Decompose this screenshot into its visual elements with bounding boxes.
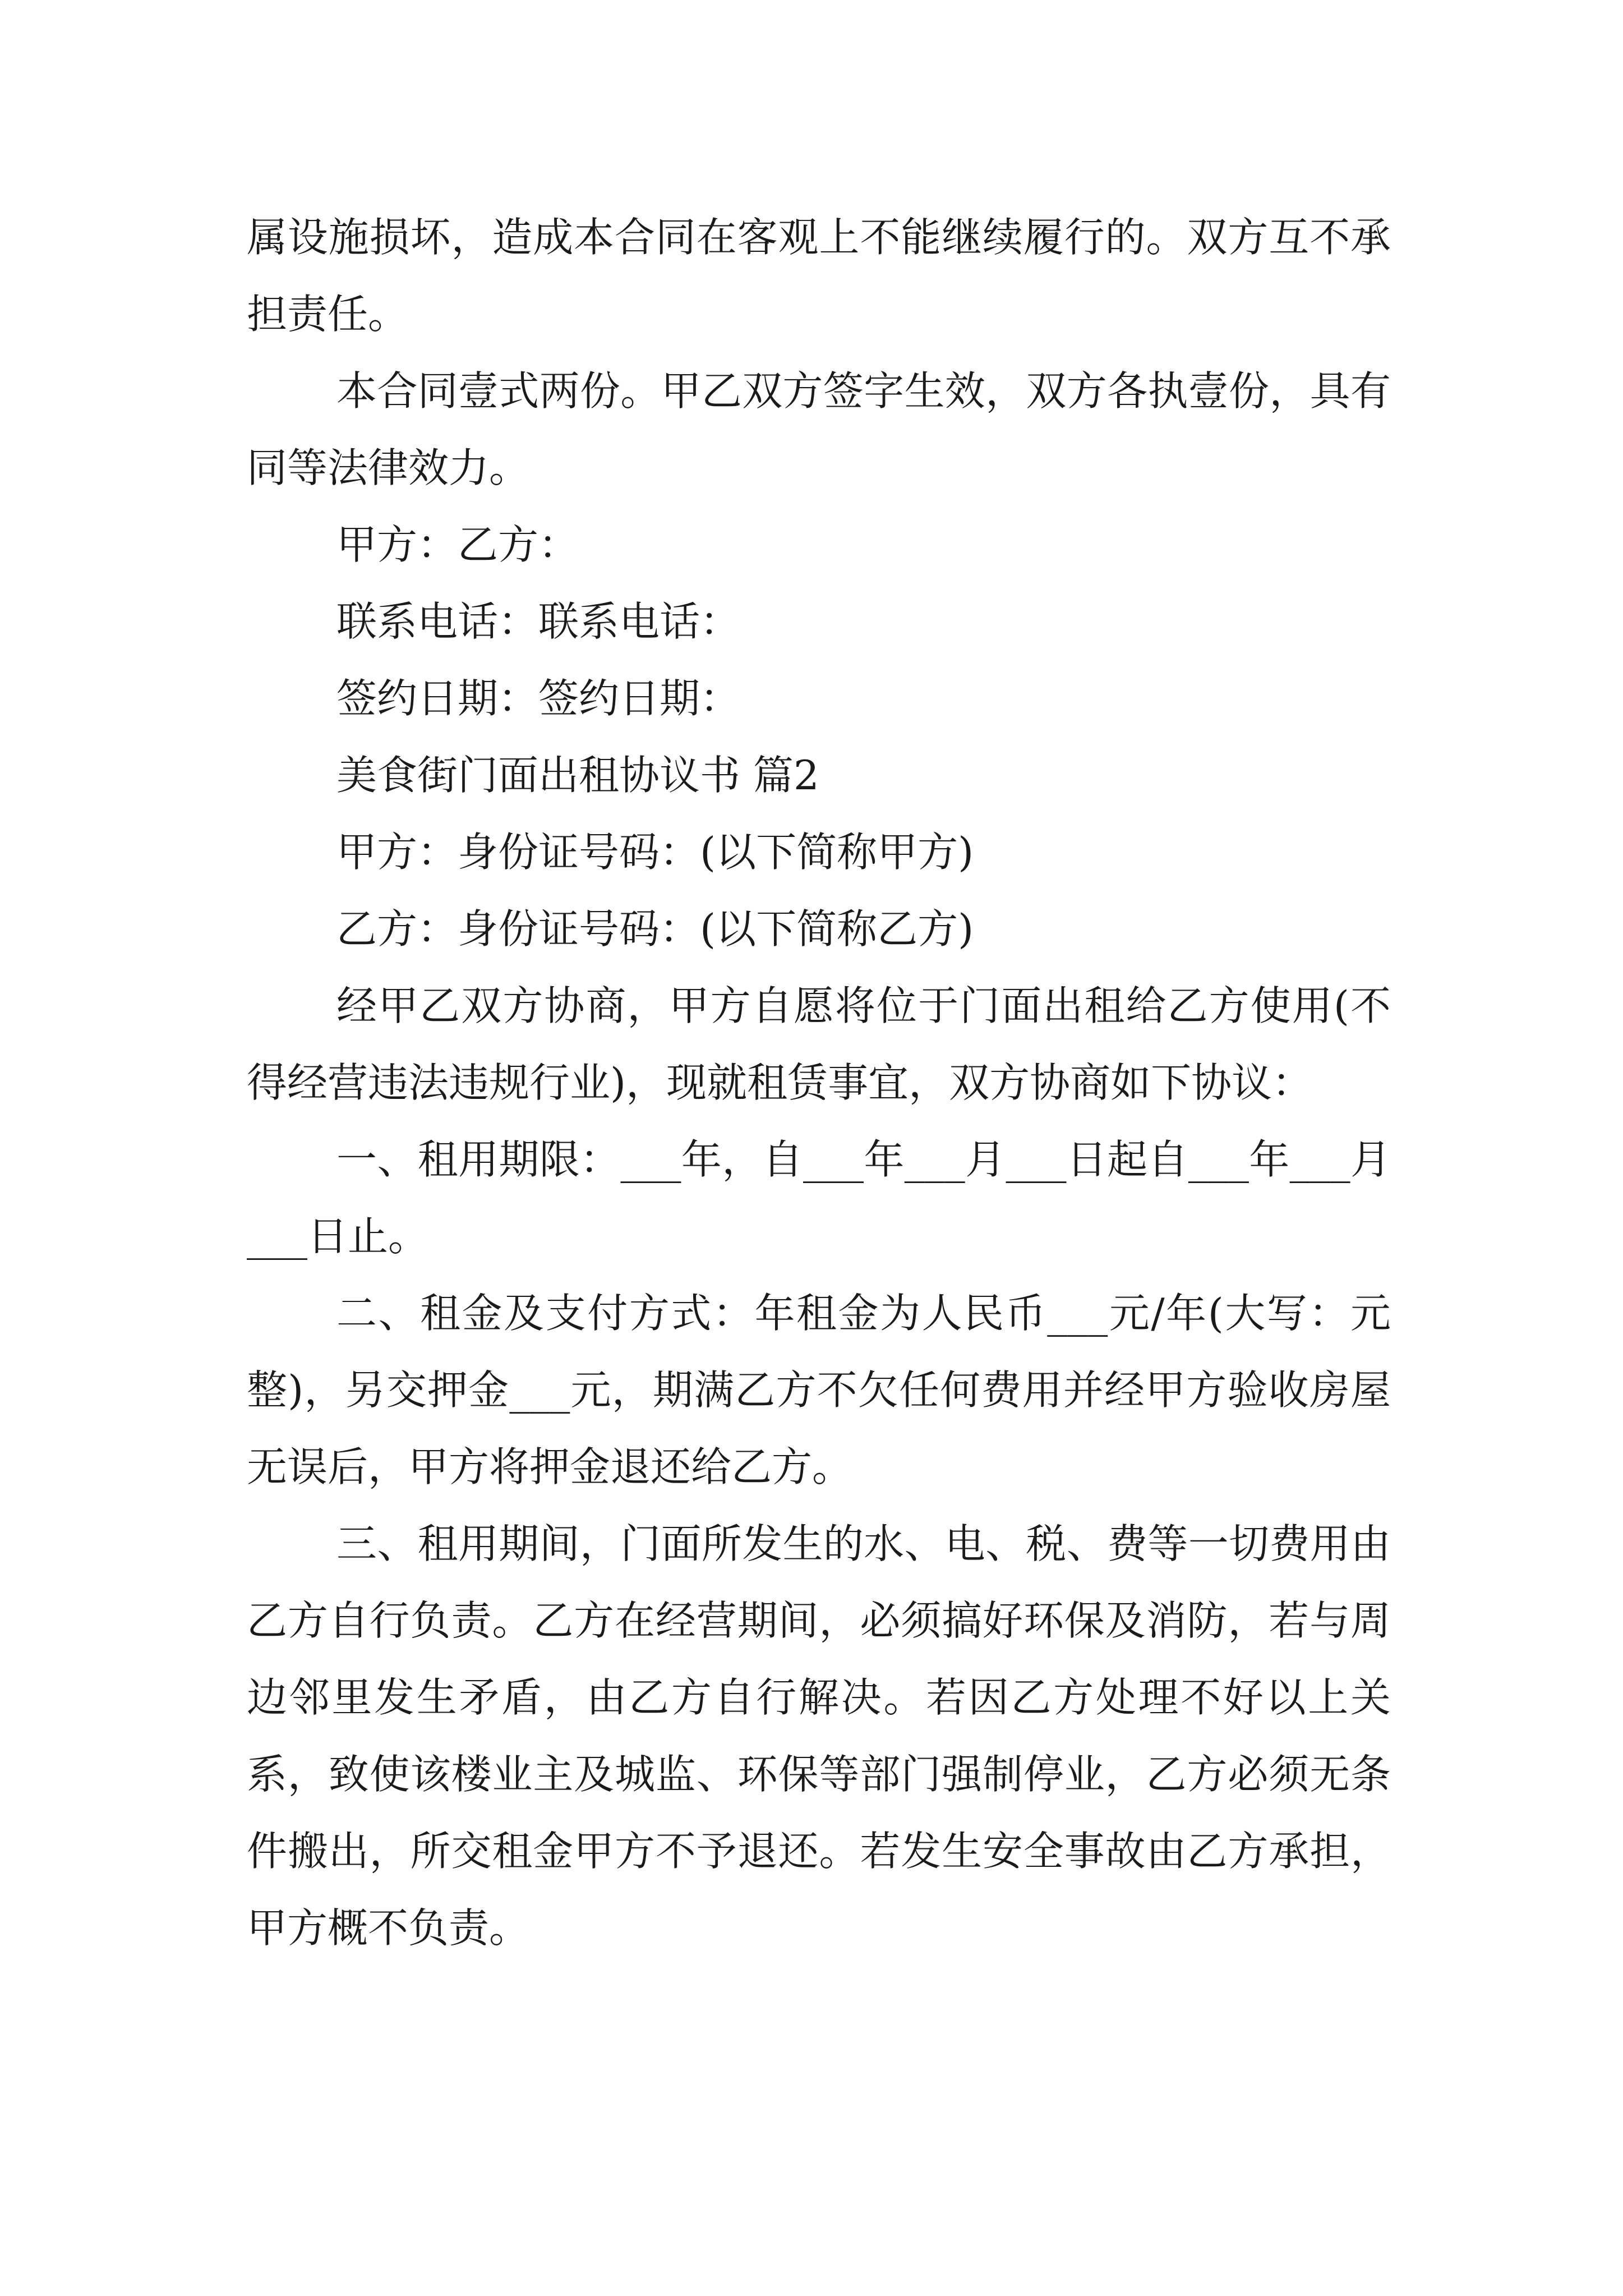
paragraph-agreement-intro: 经甲乙双方协商，甲方自愿将位于门面出租给乙方使用(不得经营违法违规行业)，现就租赁事宜，双方协商如下协议： — [247, 982, 1391, 1106]
paragraph-copies: 本合同壹式两份。甲乙双方签字生效，双方各执壹份，具有同等法律效力。 — [247, 367, 1391, 491]
paragraph-phone: 联系电话：联系电话： — [336, 598, 741, 645]
paragraph-contract-continuation: 属设施损坏，造成本合同在客观上不能继续履行的。双方互不承担责任。 — [247, 214, 1391, 338]
paragraph-party-b: 乙方：身份证号码：(以下简称乙方) — [336, 905, 974, 953]
paragraph-lease-term: 一、租用期限：___年，自___年___月___日起自___年___月___日止。 — [247, 1136, 1391, 1260]
paragraph-parties: 甲方：乙方： — [336, 521, 579, 568]
document-body — [247, 199, 1391, 1967]
paragraph-sign-date: 签约日期：签约日期： — [336, 675, 741, 722]
section-title: 美食街门面出租协议书 篇2 — [336, 752, 819, 799]
paragraph-rent-payment: 二、租金及支付方式：年租金为人民币___元/年(大写：元整)，另交押金___元，期满乙方不欠任何费用并经甲方验收房屋无误后，甲方将押金退还给乙方。 — [247, 1290, 1391, 1490]
paragraph-party-a: 甲方：身份证号码：(以下简称甲方) — [336, 829, 974, 876]
paragraph-expenses: 三、租用期间，门面所发生的水、电、税、费等一切费用由乙方自行负责。乙方在经营期间，必须搞好环保及消防，若与周边邻里发生矛盾，由乙方自行解决。若因乙方处理不好以上关系，致使该楼业主及城监、环保等部门强制停业，乙方必须无条件搬出，所交租金甲方不予退还。若发生安全事故由乙方承担，甲方概不负责。 — [247, 1520, 1391, 1952]
